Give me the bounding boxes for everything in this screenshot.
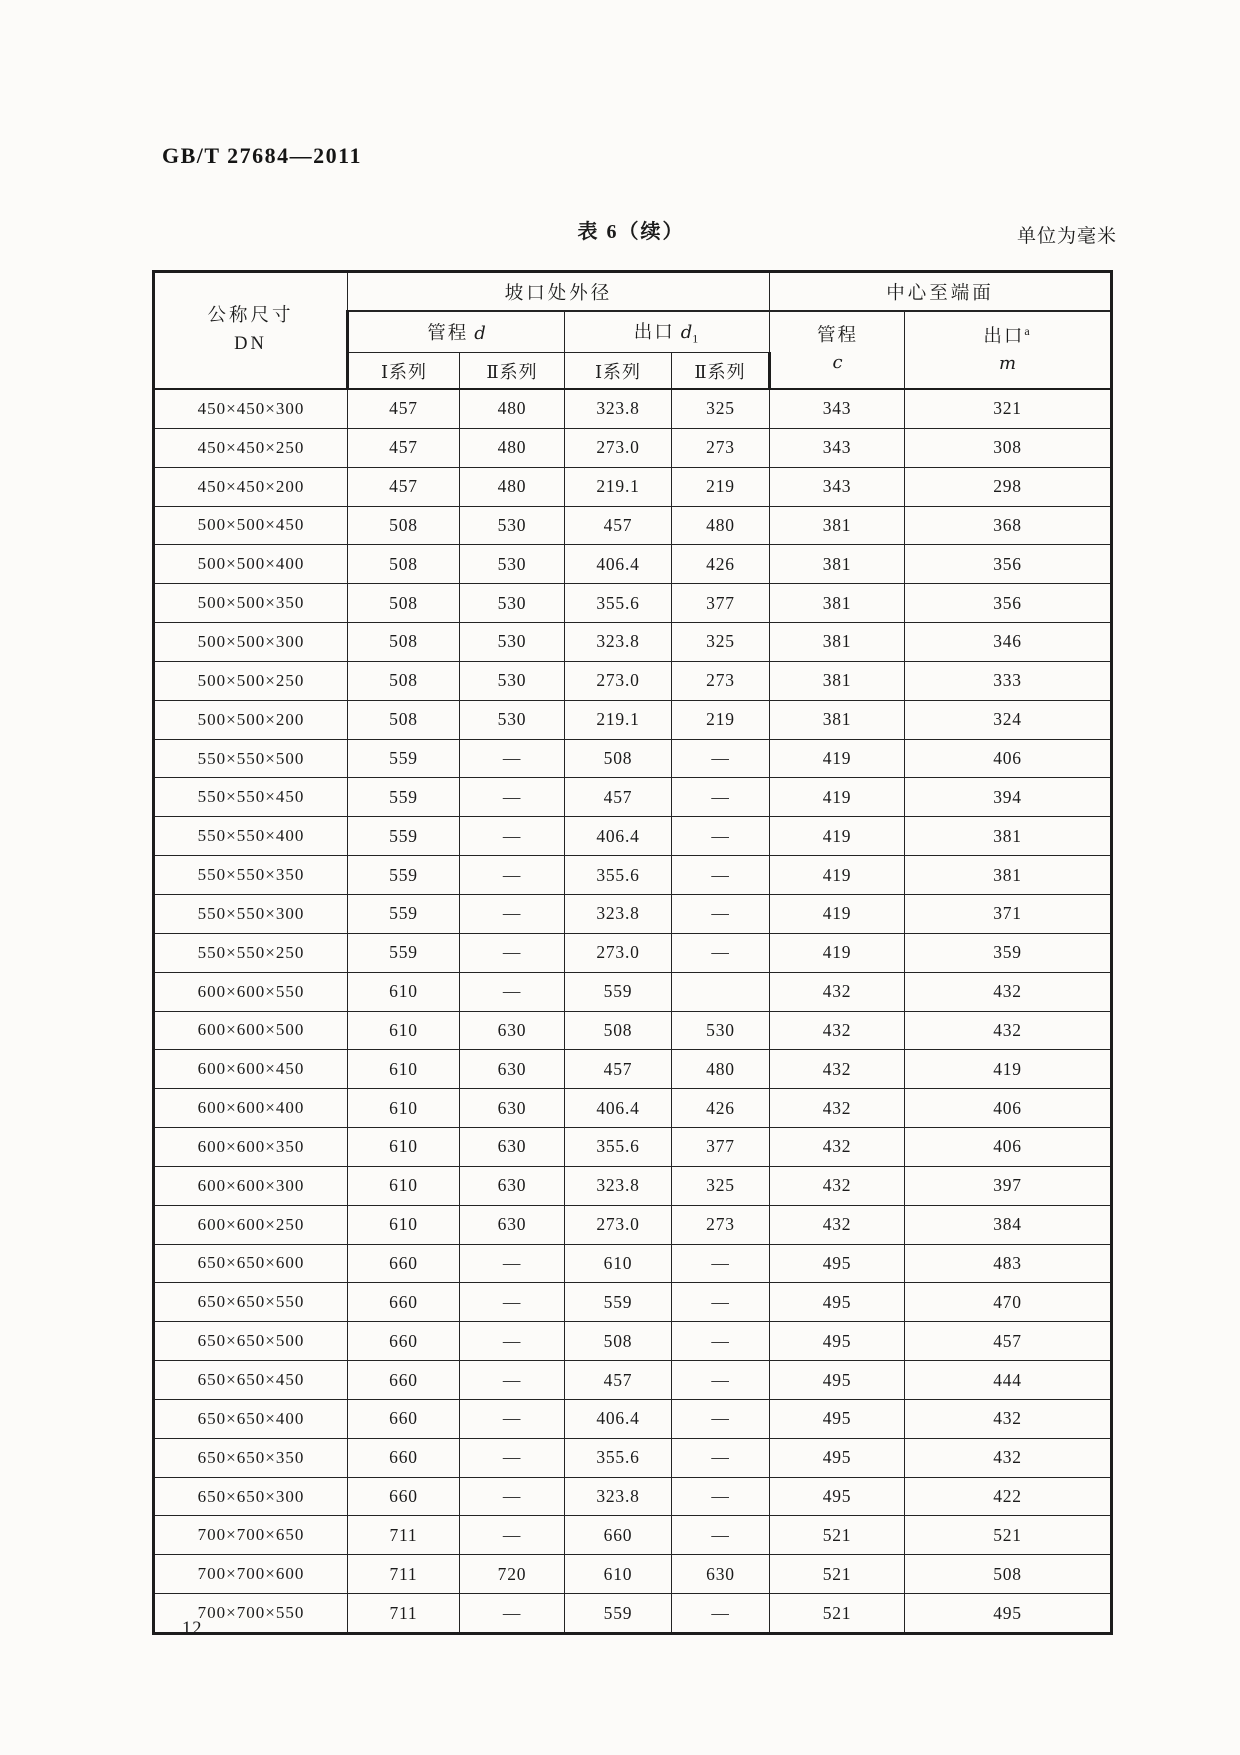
cell-outlet-series1: 406.4 (565, 1399, 672, 1438)
cell-center-outlet-m: 432 (905, 1011, 1112, 1050)
cell-center-outlet-m: 432 (905, 972, 1112, 1011)
cell-dn: 600×600×300 (154, 1166, 348, 1205)
cell-tube-series1: 660 (348, 1244, 460, 1283)
cell-outlet-series2: 273 (672, 1205, 770, 1244)
cell-outlet-series2: — (672, 856, 770, 895)
cell-dn: 500×500×400 (154, 545, 348, 584)
cell-outlet-series1: 610 (565, 1555, 672, 1594)
cell-dn: 700×700×550 (154, 1594, 348, 1634)
cell-tube-series2: 530 (460, 700, 565, 739)
cell-center-outlet-m: 359 (905, 933, 1112, 972)
cell-outlet-series2: — (672, 778, 770, 817)
cell-outlet-series1: 559 (565, 1594, 672, 1634)
cell-center-tube-c: 432 (770, 1205, 905, 1244)
cell-tube-series1: 711 (348, 1516, 460, 1555)
header-outlet-series2: Ⅱ系列 (672, 353, 770, 390)
cell-center-tube-c: 495 (770, 1322, 905, 1361)
table-row (154, 1516, 1112, 1555)
cell-tube-series1: 711 (348, 1594, 460, 1634)
cell-tube-series2: 530 (460, 661, 565, 700)
cell-center-outlet-m: 521 (905, 1516, 1112, 1555)
cell-tube-series2: — (460, 856, 565, 895)
cell-dn: 500×500×200 (154, 700, 348, 739)
cell-outlet-series2: — (672, 817, 770, 856)
cell-outlet-series2: — (672, 1244, 770, 1283)
table-row (154, 700, 1112, 739)
cell-outlet-series2: 377 (672, 1128, 770, 1167)
cell-dn: 650×650×350 (154, 1438, 348, 1477)
cell-center-tube-c: 343 (770, 389, 905, 428)
cell-dn: 700×700×600 (154, 1555, 348, 1594)
spec-table (152, 270, 1113, 1635)
cell-dn: 600×600×400 (154, 1089, 348, 1128)
cell-tube-series1: 457 (348, 389, 460, 428)
cell-center-tube-c: 432 (770, 972, 905, 1011)
cell-tube-series1: 508 (348, 623, 460, 662)
cell-outlet-series1: 355.6 (565, 1128, 672, 1167)
table-row (154, 1361, 1112, 1400)
cell-tube-series1: 559 (348, 817, 460, 856)
outlet-footnote-marker: a (1024, 323, 1032, 338)
cell-outlet-series2: — (672, 1283, 770, 1322)
cell-dn: 550×550×350 (154, 856, 348, 895)
cell-outlet-series2: 530 (672, 1011, 770, 1050)
cell-center-tube-c: 343 (770, 428, 905, 467)
cell-center-tube-c: 381 (770, 584, 905, 623)
cell-dn: 500×500×450 (154, 506, 348, 545)
cell-center-tube-c: 495 (770, 1361, 905, 1400)
cell-tube-series1: 559 (348, 894, 460, 933)
cell-tube-series1: 508 (348, 506, 460, 545)
cell-center-outlet-m: 406 (905, 1089, 1112, 1128)
table-row (154, 545, 1112, 584)
cell-outlet-series2: — (672, 739, 770, 778)
cell-tube-series2: — (460, 1516, 565, 1555)
cell-center-tube-c: 432 (770, 1011, 905, 1050)
cell-center-tube-c: 419 (770, 933, 905, 972)
cell-dn: 550×550×450 (154, 778, 348, 817)
table-row (154, 1283, 1112, 1322)
cell-dn: 500×500×300 (154, 623, 348, 662)
cell-tube-series1: 610 (348, 1011, 460, 1050)
header-center-tube-run-c (770, 311, 905, 389)
table-row (154, 1205, 1112, 1244)
cell-outlet-series1: 406.4 (565, 545, 672, 584)
table-row (154, 972, 1112, 1011)
cell-tube-series1: 610 (348, 1166, 460, 1205)
cell-outlet-series1: 273.0 (565, 428, 672, 467)
cell-tube-series1: 660 (348, 1477, 460, 1516)
table-row (154, 467, 1112, 506)
table-row (154, 739, 1112, 778)
cell-tube-series2: — (460, 1244, 565, 1283)
cell-center-tube-c: 419 (770, 856, 905, 895)
cell-center-outlet-m: 308 (905, 428, 1112, 467)
cell-dn: 450×450×200 (154, 467, 348, 506)
cell-center-tube-c: 432 (770, 1128, 905, 1167)
cell-center-tube-c: 419 (770, 739, 905, 778)
cell-tube-series2: 630 (460, 1166, 565, 1205)
cell-center-outlet-m: 457 (905, 1322, 1112, 1361)
cell-center-outlet-m: 381 (905, 856, 1112, 895)
cell-outlet-series2: — (672, 1516, 770, 1555)
center-tube-run-label: 管程 (817, 325, 859, 346)
cell-outlet-series1: 610 (565, 1244, 672, 1283)
cell-tube-series2: — (460, 933, 565, 972)
cell-tube-series2: — (460, 1477, 565, 1516)
cell-dn: 550×550×250 (154, 933, 348, 972)
cell-tube-series1: 610 (348, 1089, 460, 1128)
cell-center-tube-c: 495 (770, 1283, 905, 1322)
cell-tube-series2: — (460, 817, 565, 856)
cell-outlet-series1: 508 (565, 1322, 672, 1361)
cell-outlet-series1: 323.8 (565, 623, 672, 662)
cell-outlet-series1: 559 (565, 1283, 672, 1322)
cell-dn: 550×550×500 (154, 739, 348, 778)
cell-outlet-series1: 406.4 (565, 1089, 672, 1128)
cell-center-tube-c: 381 (770, 700, 905, 739)
cell-center-outlet-m: 346 (905, 623, 1112, 662)
cell-center-outlet-m: 495 (905, 1594, 1112, 1634)
cell-outlet-series2: — (672, 1361, 770, 1400)
table-row (154, 389, 1112, 428)
cell-tube-series1: 610 (348, 1128, 460, 1167)
tube-run-label: 管程 (427, 324, 469, 344)
cell-tube-series2: 630 (460, 1205, 565, 1244)
cell-tube-series2: 480 (460, 467, 565, 506)
cell-outlet-series1: 457 (565, 506, 672, 545)
cell-center-tube-c: 381 (770, 545, 905, 584)
unit-note: 单位为毫米 (1016, 226, 1117, 247)
cell-outlet-series2: — (672, 933, 770, 972)
table-row (154, 1011, 1112, 1050)
cell-tube-series2: — (460, 778, 565, 817)
cell-center-outlet-m: 432 (905, 1399, 1112, 1438)
cell-center-tube-c: 419 (770, 817, 905, 856)
header-outlet-d1 (565, 311, 770, 353)
cell-tube-series2: — (460, 894, 565, 933)
cell-center-outlet-m: 406 (905, 739, 1112, 778)
cell-outlet-series2: — (672, 1399, 770, 1438)
cell-tube-series1: 559 (348, 933, 460, 972)
cell-outlet-series1: 273.0 (565, 933, 672, 972)
cell-tube-series1: 559 (348, 778, 460, 817)
cell-center-outlet-m: 381 (905, 817, 1112, 856)
m-symbol: m (998, 353, 1017, 375)
cell-outlet-series1: 508 (565, 1011, 672, 1050)
cell-center-outlet-m: 444 (905, 1361, 1112, 1400)
table-row (154, 933, 1112, 972)
cell-outlet-series2: 480 (672, 1050, 770, 1089)
cell-outlet-series2: — (672, 1594, 770, 1634)
cell-tube-series2: — (460, 1322, 565, 1361)
cell-dn: 600×600×550 (154, 972, 348, 1011)
cell-center-outlet-m: 384 (905, 1205, 1112, 1244)
standard-number: GB/T 27684—2011 (162, 143, 362, 168)
cell-center-outlet-m: 356 (905, 545, 1112, 584)
cell-outlet-series1: 355.6 (565, 856, 672, 895)
cell-outlet-series2: 377 (672, 584, 770, 623)
d-symbol: d (474, 323, 486, 344)
cell-center-outlet-m: 324 (905, 700, 1112, 739)
cell-center-outlet-m: 508 (905, 1555, 1112, 1594)
cell-outlet-series1: 457 (565, 778, 672, 817)
cell-outlet-series1: 660 (565, 1516, 672, 1555)
center-outlet-label: 出口 (983, 326, 1025, 347)
cell-dn: 650×650×400 (154, 1399, 348, 1438)
table-title: 表 6（续） (577, 221, 685, 243)
cell-outlet-series2: — (672, 1477, 770, 1516)
cell-outlet-series1: 219.1 (565, 467, 672, 506)
cell-center-tube-c: 495 (770, 1438, 905, 1477)
table-row (154, 428, 1112, 467)
cell-outlet-series1: 323.8 (565, 1477, 672, 1516)
cell-tube-series2: 530 (460, 545, 565, 584)
cell-outlet-series1: 219.1 (565, 700, 672, 739)
cell-tube-series2: — (460, 739, 565, 778)
table-row (154, 1244, 1112, 1283)
cell-center-outlet-m: 371 (905, 894, 1112, 933)
nominal-size-label: 公称尺寸 (207, 306, 294, 327)
cell-center-tube-c: 495 (770, 1244, 905, 1283)
cell-tube-series1: 559 (348, 739, 460, 778)
header-bevel-outer-diameter: 坡口处外径 (348, 272, 770, 312)
cell-outlet-series2: 325 (672, 389, 770, 428)
cell-tube-series1: 660 (348, 1322, 460, 1361)
cell-dn: 550×550×400 (154, 817, 348, 856)
table-row (154, 894, 1112, 933)
spec-table-body (154, 389, 1112, 1634)
table-row (154, 778, 1112, 817)
table-row (154, 1322, 1112, 1361)
cell-center-tube-c: 521 (770, 1516, 905, 1555)
cell-tube-series2: 630 (460, 1089, 565, 1128)
header-tube-series2: Ⅱ系列 (460, 353, 565, 390)
cell-center-outlet-m: 483 (905, 1244, 1112, 1283)
cell-tube-series1: 711 (348, 1555, 460, 1594)
cell-outlet-series2: 273 (672, 661, 770, 700)
cell-center-outlet-m: 394 (905, 778, 1112, 817)
header-center-outlet-m (905, 311, 1112, 389)
cell-dn: 600×600×250 (154, 1205, 348, 1244)
cell-center-outlet-m: 432 (905, 1438, 1112, 1477)
cell-center-tube-c: 343 (770, 467, 905, 506)
cell-tube-series2: — (460, 972, 565, 1011)
cell-outlet-series2: 426 (672, 1089, 770, 1128)
cell-tube-series2: — (460, 1361, 565, 1400)
table-row (154, 1555, 1112, 1594)
cell-center-tube-c: 381 (770, 661, 905, 700)
cell-outlet-series2: 219 (672, 700, 770, 739)
cell-outlet-series1: 323.8 (565, 1166, 672, 1205)
cell-tube-series1: 508 (348, 584, 460, 623)
cell-outlet-series1: 457 (565, 1361, 672, 1400)
cell-center-tube-c: 495 (770, 1399, 905, 1438)
cell-tube-series1: 508 (348, 545, 460, 584)
cell-center-tube-c: 521 (770, 1594, 905, 1634)
cell-tube-series2: 630 (460, 1011, 565, 1050)
cell-tube-series2: 630 (460, 1128, 565, 1167)
cell-tube-series2: 720 (460, 1555, 565, 1594)
cell-tube-series2: 530 (460, 506, 565, 545)
cell-tube-series2: — (460, 1438, 565, 1477)
cell-dn: 500×500×350 (154, 584, 348, 623)
cell-outlet-series1: 457 (565, 1050, 672, 1089)
cell-center-tube-c: 419 (770, 894, 905, 933)
cell-dn: 650×650×300 (154, 1477, 348, 1516)
d1-subscript: 1 (692, 331, 701, 346)
cell-center-outlet-m: 406 (905, 1128, 1112, 1167)
table-row (154, 661, 1112, 700)
cell-center-outlet-m: 470 (905, 1283, 1112, 1322)
cell-outlet-series1: 355.6 (565, 1438, 672, 1477)
cell-center-outlet-m: 333 (905, 661, 1112, 700)
spec-table-header (154, 272, 1112, 390)
cell-outlet-series1: 273.0 (565, 1205, 672, 1244)
header-row-groups (154, 272, 1112, 312)
cell-outlet-series2: — (672, 1322, 770, 1361)
cell-dn: 650×650×600 (154, 1244, 348, 1283)
cell-dn: 650×650×450 (154, 1361, 348, 1400)
cell-outlet-series2: 273 (672, 428, 770, 467)
cell-tube-series2: — (460, 1399, 565, 1438)
cell-center-tube-c: 432 (770, 1166, 905, 1205)
cell-outlet-series1: 323.8 (565, 894, 672, 933)
cell-center-tube-c: 381 (770, 506, 905, 545)
cell-tube-series2: — (460, 1283, 565, 1322)
table-row (154, 1594, 1112, 1634)
cell-outlet-series1: 273.0 (565, 661, 672, 700)
cell-dn: 600×600×450 (154, 1050, 348, 1089)
cell-outlet-series1: 355.6 (565, 584, 672, 623)
cell-center-outlet-m: 397 (905, 1166, 1112, 1205)
cell-outlet-series2: 480 (672, 506, 770, 545)
table-row (154, 623, 1112, 662)
cell-center-tube-c: 495 (770, 1477, 905, 1516)
cell-outlet-series2: 630 (672, 1555, 770, 1594)
cell-outlet-series2: 426 (672, 545, 770, 584)
header-tube-series1: Ⅰ系列 (348, 353, 460, 390)
cell-tube-series1: 660 (348, 1438, 460, 1477)
cell-dn: 550×550×300 (154, 894, 348, 933)
cell-center-tube-c: 432 (770, 1050, 905, 1089)
table-row (154, 1050, 1112, 1089)
table-row (154, 856, 1112, 895)
cell-dn: 500×500×250 (154, 661, 348, 700)
table-row (154, 1477, 1112, 1516)
cell-dn: 600×600×350 (154, 1128, 348, 1167)
cell-dn: 650×650×550 (154, 1283, 348, 1322)
page-number: 12 (182, 1619, 203, 1639)
table-row (154, 584, 1112, 623)
cell-tube-series1: 610 (348, 1050, 460, 1089)
table-row (154, 1128, 1112, 1167)
cell-center-tube-c: 419 (770, 778, 905, 817)
cell-tube-series1: 660 (348, 1361, 460, 1400)
cell-tube-series1: 559 (348, 856, 460, 895)
cell-center-outlet-m: 356 (905, 584, 1112, 623)
cell-outlet-series1: 323.8 (565, 389, 672, 428)
table-row (154, 1438, 1112, 1477)
outlet-label: 出口 (633, 322, 675, 343)
cell-dn: 450×450×300 (154, 389, 348, 428)
cell-tube-series1: 660 (348, 1399, 460, 1438)
cell-dn: 450×450×250 (154, 428, 348, 467)
header-center-to-end-face: 中心至端面 (770, 272, 1112, 312)
table-row (154, 1166, 1112, 1205)
cell-center-outlet-m: 298 (905, 467, 1112, 506)
cell-tube-series1: 610 (348, 972, 460, 1011)
cell-outlet-series1: 559 (565, 972, 672, 1011)
cell-dn: 700×700×650 (154, 1516, 348, 1555)
cell-outlet-series1: 406.4 (565, 817, 672, 856)
cell-tube-series1: 610 (348, 1205, 460, 1244)
cell-outlet-series2: — (672, 894, 770, 933)
cell-center-outlet-m: 419 (905, 1050, 1112, 1089)
cell-tube-series1: 508 (348, 661, 460, 700)
cell-outlet-series2 (672, 972, 770, 1011)
header-nominal-size (154, 272, 348, 390)
cell-tube-series2: 530 (460, 623, 565, 662)
cell-outlet-series2: — (672, 1438, 770, 1477)
cell-outlet-series2: 325 (672, 1166, 770, 1205)
cell-tube-series2: 530 (460, 584, 565, 623)
cell-center-tube-c: 432 (770, 1089, 905, 1128)
cell-dn: 600×600×500 (154, 1011, 348, 1050)
cell-tube-series1: 660 (348, 1283, 460, 1322)
d1-symbol: d (680, 321, 693, 343)
cell-tube-series1: 508 (348, 700, 460, 739)
cell-center-tube-c: 521 (770, 1555, 905, 1594)
cell-center-outlet-m: 422 (905, 1477, 1112, 1516)
cell-outlet-series1: 508 (565, 739, 672, 778)
cell-tube-series1: 457 (348, 428, 460, 467)
header-tube-run-d (348, 311, 565, 353)
cell-center-tube-c: 381 (770, 623, 905, 662)
cell-tube-series2: 480 (460, 428, 565, 467)
cell-outlet-series2: 325 (672, 623, 770, 662)
header-outlet-series1: Ⅰ系列 (565, 353, 672, 390)
cell-tube-series2: 630 (460, 1050, 565, 1089)
cell-center-outlet-m: 321 (905, 389, 1112, 428)
cell-outlet-series2: 219 (672, 467, 770, 506)
cell-dn: 650×650×500 (154, 1322, 348, 1361)
dn-label: DN (234, 333, 267, 354)
cell-center-outlet-m: 368 (905, 506, 1112, 545)
table-row (154, 506, 1112, 545)
table-row (154, 1089, 1112, 1128)
cell-tube-series1: 457 (348, 467, 460, 506)
table-row (154, 1399, 1112, 1438)
c-symbol: c (832, 352, 843, 373)
table-row (154, 817, 1112, 856)
cell-tube-series2: 480 (460, 389, 565, 428)
cell-tube-series2: — (460, 1594, 565, 1634)
